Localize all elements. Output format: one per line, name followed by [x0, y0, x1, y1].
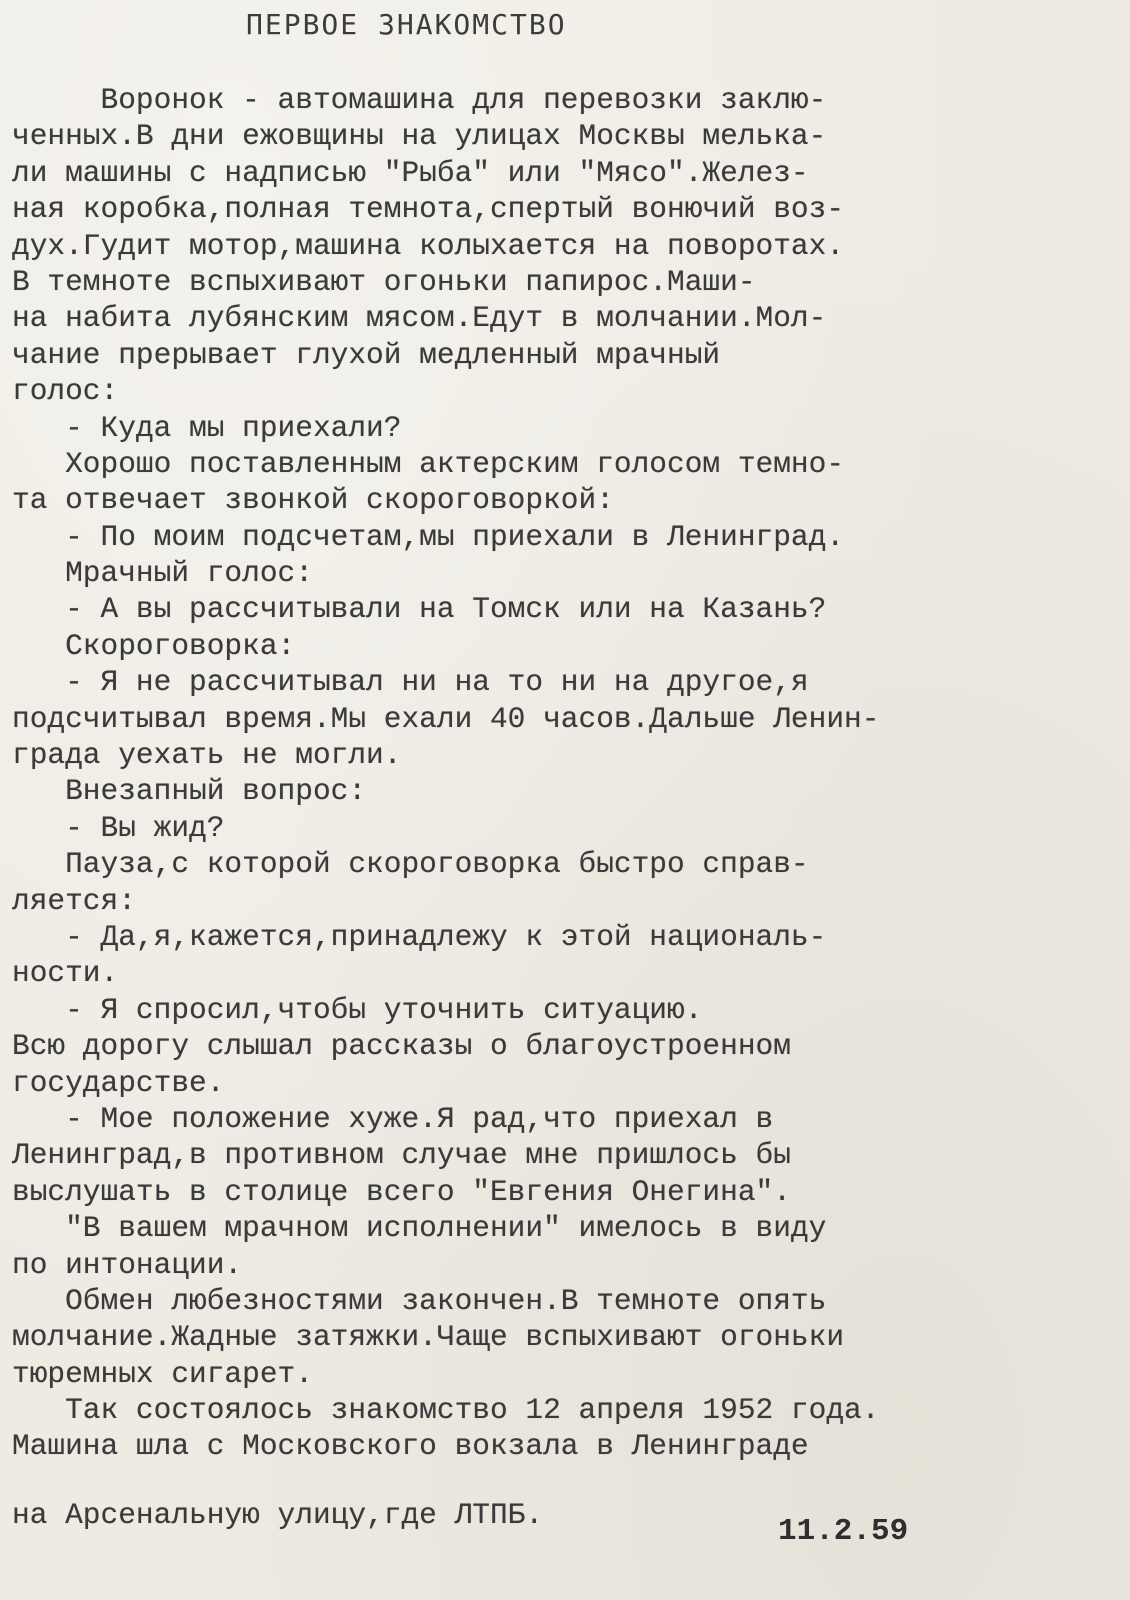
- body-text: [12, 82, 1122, 1465]
- text-line: - Да,я,кажется,принадлежу к этой националь-: [12, 919, 827, 954]
- text-line: - Вы жид?: [12, 810, 225, 845]
- text-line: по интонации.: [12, 1247, 243, 1282]
- text-line: града уехать не могли.: [12, 738, 402, 773]
- text-line: Хорошо поставленным актерским голосом темно-: [12, 446, 845, 481]
- page-title: ПЕРВОЕ ЗНАКОМСТВО: [246, 8, 567, 41]
- text-line: ная коробка,полная темнота,спертый вонючий воз-: [12, 192, 845, 227]
- text-line: Машина шла с Московского вокзала в Ленинграде: [12, 1429, 809, 1464]
- text-line: Скороговорка:: [12, 628, 296, 663]
- text-line: голос:: [12, 374, 119, 409]
- text-line: тюремных сигарет.: [12, 1356, 313, 1391]
- text-line: Всю дорогу слышал рассказы о благоустроенном: [12, 1029, 791, 1064]
- text-line: ляется:: [12, 883, 136, 918]
- text-line: Воронок - автомашина для перевозки заклю-: [12, 83, 827, 117]
- text-line: Мрачный голос:: [12, 556, 313, 591]
- text-line: государстве.: [12, 1065, 225, 1100]
- text-line: - Я спросил,чтобы уточнить ситуацию.: [12, 992, 703, 1027]
- text-line: "В вашем мрачном исполнении" имелось в виду: [12, 1211, 827, 1246]
- text-line: В темноте вспыхивают огоньки папирос.Маши-: [12, 264, 756, 299]
- text-line: дух.Гудит мотор,машина колыхается на поворотах.: [12, 228, 845, 263]
- text-line: подсчитывал время.Мы ехали 40 часов.Дальше Ленин-: [12, 701, 880, 736]
- text-line: - Мое положение хуже.Я рад,что приехал в: [12, 1101, 774, 1136]
- text-line: Внезапный вопрос:: [12, 774, 367, 809]
- text-line: ли машины с надписью "Рыба" или "Мясо".Желез-: [12, 155, 809, 190]
- text-line: та отвечает звонкой скороговоркой:: [12, 483, 614, 518]
- text-line: Так состоялось знакомство 12 апреля 1952 года.: [12, 1393, 880, 1428]
- text-line: - Куда мы приехали?: [12, 410, 402, 445]
- text-line: - По моим подсчетам,мы приехали в Ленинград.: [12, 519, 845, 554]
- text-line: выслушать в столице всего "Евгения Онегина".: [12, 1174, 791, 1209]
- text-line: Обмен любезностями закончен.В темноте опять: [12, 1283, 827, 1318]
- text-line: - А вы рассчитывали на Томск или на Казань?: [12, 592, 827, 627]
- date-stamp: 11.2.59: [778, 1514, 909, 1549]
- text-line: Пауза,с которой скороговорка быстро справ-: [12, 847, 809, 882]
- text-line: чание прерывает глухой медленный мрачный: [12, 337, 721, 372]
- text-line: ности.: [12, 956, 119, 991]
- last-line: на Арсенальную улицу,где ЛТПБ.: [12, 1498, 544, 1532]
- text-line: молчание.Жадные затяжки.Чаще вспыхивают огоньки: [12, 1320, 845, 1355]
- text-line: Ленинград,в противном случае мне пришлось бы: [12, 1138, 791, 1173]
- text-line: ченных.В дни ежовщины на улицах Москвы мелька-: [12, 119, 827, 154]
- text-line: - Я не рассчитывал ни на то ни на другое,я: [12, 665, 809, 700]
- text-line: на набита лубянским мясом.Едут в молчании.Мол-: [12, 301, 827, 336]
